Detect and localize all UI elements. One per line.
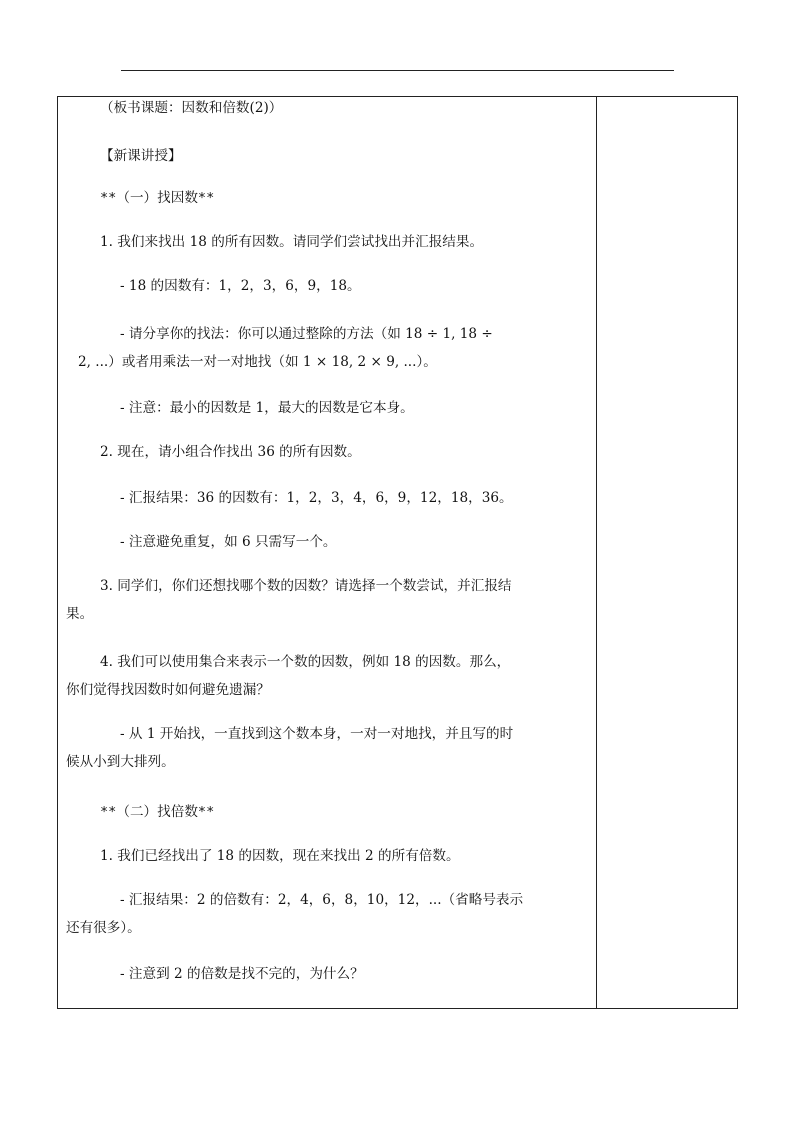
item-4-line1: 4. 我们可以使用集合来表示一个数的因数，例如 18 的因数。那么， <box>100 654 511 670</box>
item-1-factors: - 18 的因数有：1，2，3，6，9，18。 <box>120 278 361 294</box>
item-1-method-line2: 2, ...）或者用乘法一对一对地找（如 1 × 18, 2 × 9, ...）。 <box>78 354 437 370</box>
part1-heading: **（一）找因数** <box>100 190 215 206</box>
multiples-report-line2: 还有很多）。 <box>66 920 141 936</box>
item-4-line2: 你们觉得找因数时如何避免遗漏？ <box>66 682 270 698</box>
multiples-item-1: 1. 我们已经找出了 18 的因数，现在来找出 2 的所有倍数。 <box>100 848 460 864</box>
lesson-plan-table <box>57 96 738 1009</box>
item-4-answer-line1: - 从 1 开始找，一直找到这个数本身，一对一对地找，并且写的时 <box>120 726 514 742</box>
part2-heading: **（二）找倍数** <box>100 804 215 820</box>
item-2-note: - 注意避免重复，如 6 只需写一个。 <box>120 534 337 550</box>
item-4-answer-line2: 候从小到大排列。 <box>66 754 175 770</box>
item-3-line1: 3. 同学们，你们还想找哪个数的因数？请选择一个数尝试，并汇报结 <box>100 578 512 594</box>
item-2: 2. 现在，请小组合作找出 36 的所有因数。 <box>100 444 361 460</box>
item-1-note: - 注意：最小的因数是 1，最大的因数是它本身。 <box>120 400 414 416</box>
multiples-report-line1: - 汇报结果：2 的倍数有：2，4，6，8，10，12，...（省略号表示 <box>120 892 524 908</box>
multiples-note: - 注意到 2 的倍数是找不完的，为什么？ <box>120 966 364 982</box>
lesson-title-line: （板书课题：因数和倍数(2)） <box>100 100 283 116</box>
column-divider <box>596 97 597 1008</box>
item-3-line2: 果。 <box>66 606 94 622</box>
header-rule <box>121 70 674 71</box>
section-new-lesson: 【新课讲授】 <box>100 148 182 164</box>
item-2-report: - 汇报结果：36 的因数有：1，2，3，4，6，9，12，18，36。 <box>120 490 513 506</box>
item-1: 1. 我们来找出 18 的所有因数。请同学们尝试找出并汇报结果。 <box>100 234 484 250</box>
item-1-method-line1: - 请分享你的找法：你可以通过整除的方法（如 18 ÷ 1, 18 ÷ <box>120 326 493 342</box>
